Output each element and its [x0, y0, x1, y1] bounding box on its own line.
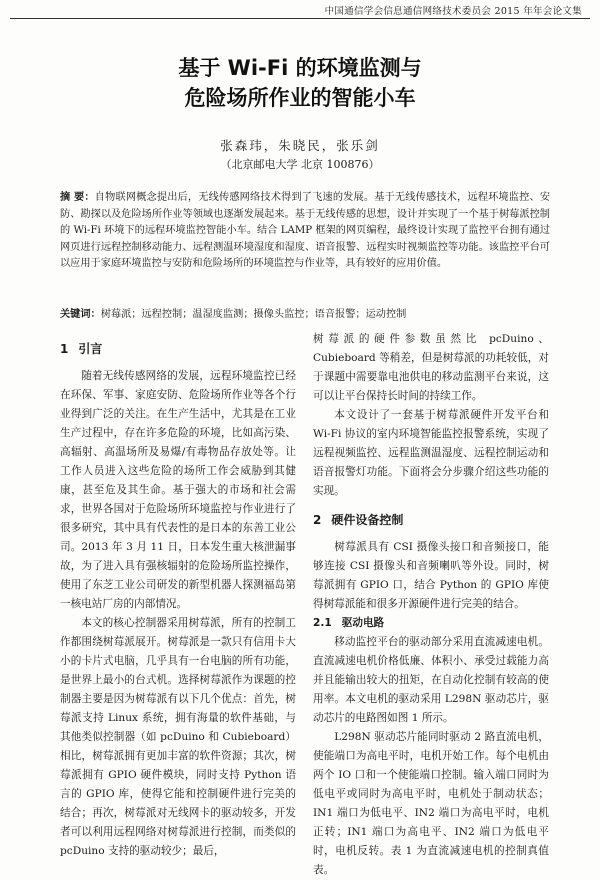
- keywords-text: 树莓派；远程控制；温湿度监测；摄像头监控；语音报警；运动控制: [100, 309, 407, 320]
- section-title: 引言: [78, 342, 103, 356]
- section-heading-intro: [60, 340, 296, 359]
- subsection-title: 驱动电路: [341, 617, 385, 629]
- running-header: 中国通信学会信息通信网络技术委员会 2015 年年会论文集: [324, 6, 582, 17]
- affiliation: （北京邮电大学 北京 100876）: [220, 158, 380, 171]
- left-column: [60, 330, 296, 861]
- paper-title-line-2: 危险场所作业的智能小车: [184, 86, 416, 110]
- authors: 张森玮，朱晓民，张乐剑: [220, 138, 380, 153]
- paragraph: 随着无线传感网络的发展，远程环境监控已经在环保、军事、家庭安防、危险场所作业等各个行业得到广泛的关注。在生产生活中，尤其是在工业生产过程中，存在许多危险的环境，比如高污染、高辐射、高温场所及易爆/有毒物品存放处等。让工作人员进入这些危险的场所工作会威胁到其健康，甚至危及其生命。基于强大的市场和社会需求，世界各国对于危险场所环境监控与作业进行了很多研究，其中具有代表性的是日本的东善工业公司。2013 年 3 月 11 日，日本发生重大核泄漏事故，为了进入具有强核辐射的危险场所监控操作，使用了东芝工业公司研发的新型机器人探测福岛第一核电站厂房的内部情况。: [60, 370, 296, 610]
- abstract-label: 摘 要：: [60, 191, 95, 203]
- abstract: [60, 189, 550, 273]
- keywords-label: 关键词：: [60, 308, 101, 320]
- right-column: [313, 330, 549, 880]
- subsection-number: 2.1: [313, 617, 332, 629]
- section-heading-hardware: [313, 511, 549, 530]
- paper-title-line-1: 基于 Wi-Fi 的环境监测与: [178, 56, 422, 80]
- paragraph: 本文的核心控制器采用树莓派，所有的控制工作都围绕树莓派展开。树莓派是一款只有信用卡大小的卡片式电脑，几乎具有一台电脑的所有功能，是世界上最小的台式机。选择树莓派作为课题的控制器主要是因为树莓派有以下几个优点：首先，树莓派支持 Linux 系统，拥有海量的软件基础，与其他类似控制器（如 pcDuino 和 Cubieboard）相比，树莓派拥有更加丰富的软件资源；其次，树莓派拥有 GPIO 硬件模块，同时支持 Python 语言的 GPIO 库，使得它能和控制硬件进行完美的结合；再次，树莓派对无线网卡的驱动较多，开发者可以利用远程网络对树莓派进行控制，而类似的 pcDuino 支持的驱动较少；最后，: [60, 617, 296, 857]
- paragraph: 树莓派具有 CSI 摄像头接口和音频接口，能够连接 CSI 摄像头和音频喇叭等外设。同时，树莓派拥有 GPIO 口，结合 Python 的 GPIO 库使得树莓派能和很多开源硬件进行完美的结合。: [313, 541, 549, 610]
- header-rule: [10, 18, 590, 19]
- paragraph: L298N 驱动芯片能同时驱动 2 路直流电机，使能端口为高电平时，电机开始工作。每个电机由两个 IO 口和一个使能端口控制。输入端口同时为低电平或同时为高电平时，电机处于制动状态；IN1 端口为低电平、IN2 端口为高电平时，电机正转；IN1 端口为高电平、IN2 端口为低电平时，电机反转。表 1 为直流减速电机的控制真值表。: [313, 731, 549, 876]
- abstract-text: 自物联网概念提出后，无线传感网络技术得到了飞速的发展。基于无线传感技术，远程环境监控、安防、勘探以及危险场所作业等领域也逐渐发展起来。基于无线传感的思想，设计并实现了一个基于树莓派控制的 Wi-Fi 环境下的远程环境监控智能小车。结合 LAMP 框架的网页编程，最终设计实现了监控平台拥有通过网页进行远程控制移动能力、远程测温环境湿度和湿度、语音报警、远程实时视频监控等功能。该监控平台可以应用于家庭环境监控与安防和危险场所的环境监控与作业等，具有较好的应用价值。: [60, 192, 551, 269]
- paragraph-continued: 树莓派的硬件参数虽然比 pcDuino、Cubieboard 等稍差，但是树莓派的功耗较低，对于课题中需要靠电池供电的移动监测平台来说，这可以让平台保持长时间的持续工作。: [313, 333, 549, 402]
- paragraph: 移动监控平台的驱动部分采用直流减速电机。直流减速电机价格低廉、体积小、承受过载能力高并且能输出较大的扭矩，在自动化控制有较高的使用率。本文电机的驱动采用 L298N 驱动芯片，驱动芯片的电路图如图 1 所示。: [313, 636, 549, 724]
- section-title: 硬件设备控制: [331, 513, 404, 527]
- section-number: 2: [313, 513, 322, 527]
- section-number: 1: [60, 342, 69, 356]
- paragraph: 本文设计了一套基于树莓派硬件开发平台和 Wi-Fi 协议的室内环境智能监控报警系统，实现了远程视频监控、远程监测温湿度、远程控制运动和语音报警灯功能。下面将会分步骤介绍这些功能的实现。: [313, 409, 549, 497]
- keywords: [60, 306, 550, 323]
- subsection-heading-drive: [313, 614, 549, 633]
